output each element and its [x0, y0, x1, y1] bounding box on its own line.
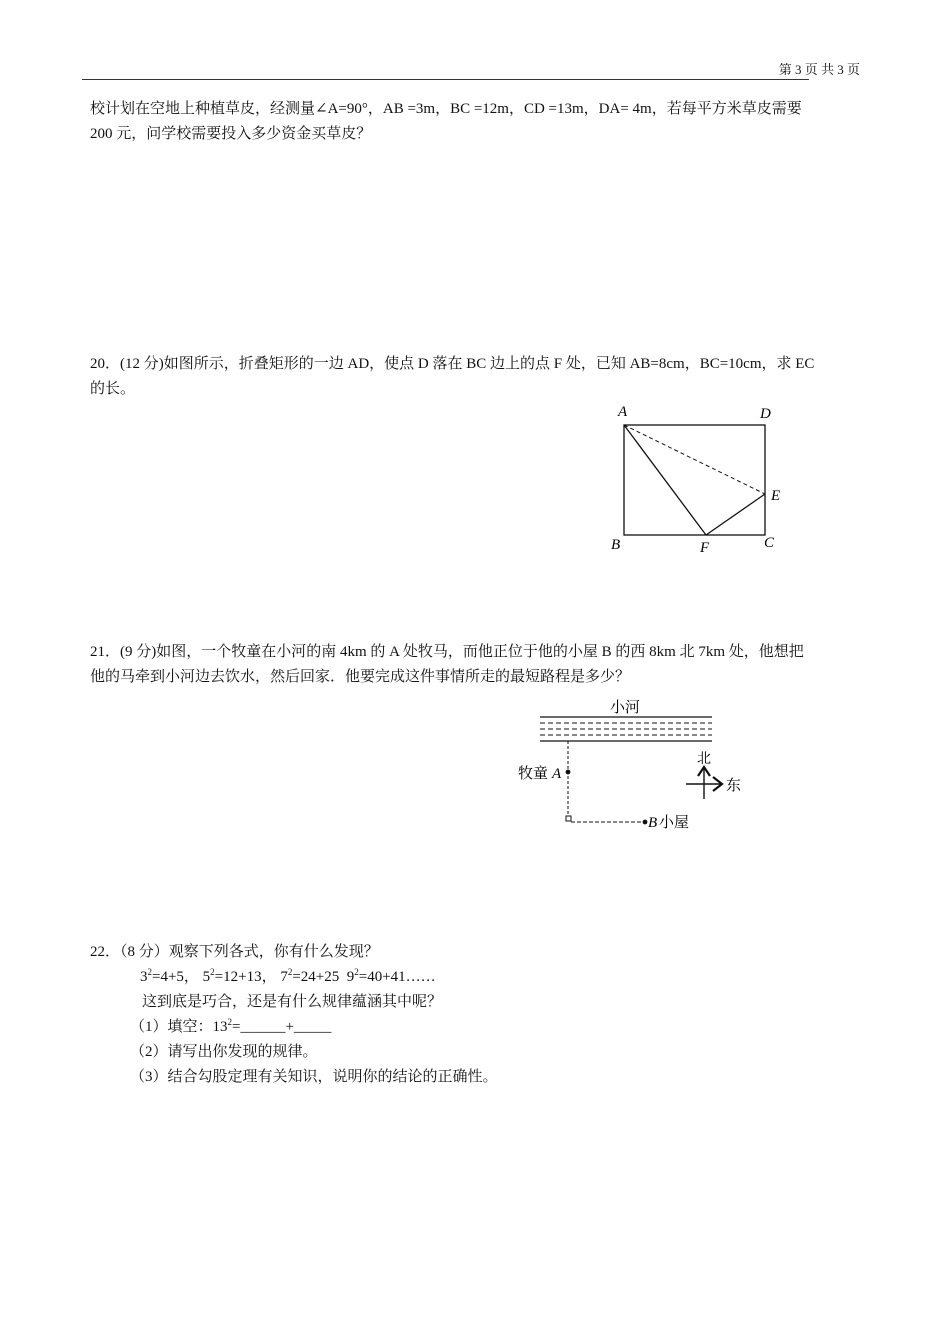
- label-point-b: B: [648, 815, 658, 831]
- q19-line1: 校计划在空地上种植草皮，经测量∠A=90°，AB =3m，BC =12m，CD =13m，DA= 4m，若每平方米草皮需要: [90, 101, 802, 117]
- label-b: B: [611, 537, 621, 553]
- segment-fe: [706, 494, 765, 535]
- q22-question: 这到底是巧合，还是有什么规律蕴涵其中呢？: [142, 994, 443, 1010]
- eq-3: $7^2=24+25$: [280, 967, 340, 985]
- eq-2: $5^2=12+13$，: [202, 967, 277, 985]
- label-herder: 牧童: [518, 766, 549, 782]
- label-e: E: [771, 488, 781, 504]
- q19-line2: 200 元，问学校需要投入多少资金买草皮？: [90, 126, 372, 142]
- q20-line2: 的长。: [90, 381, 136, 397]
- point-b: [643, 820, 648, 825]
- rectangle-fold-figure: [600, 398, 800, 563]
- compass-north: 北: [697, 752, 711, 767]
- river-herder-figure: [510, 695, 760, 835]
- q22-sub1: （1）填空：$13^2=\_\_\_\_\_\_+\_\_\_\_\_$: [130, 1017, 332, 1035]
- label-point-a: A: [552, 766, 562, 782]
- question-20: [90, 352, 860, 402]
- label-hut: 小屋: [659, 815, 690, 831]
- q20-line1: 20．(12 分)如图所示，折叠矩形的一边 AD，使点 D 落在 BC 边上的点 F 处，已知 AB=8cm，BC=10cm，求 EC: [90, 356, 815, 372]
- label-c: C: [764, 535, 775, 551]
- compass-east: 东: [726, 778, 742, 794]
- label-river: 小河: [610, 700, 641, 716]
- q22-equations: [140, 965, 436, 986]
- segment-ae-dashed: [624, 425, 765, 494]
- point-a: [566, 770, 571, 775]
- q21-line2: 他的马牵到小河边去饮水，然后回家．他要完成这件事情所走的最短路程是多少？: [90, 669, 631, 685]
- label-d: D: [760, 406, 771, 422]
- page-number: 第 3 页 共 3 页: [778, 62, 860, 77]
- eq-4: $9^2=40+41\dots\dots$: [346, 967, 436, 985]
- right-angle-mark: [566, 816, 571, 821]
- q22-intro: 22．（8 分）观察下列各式，你有什么发现？: [90, 944, 379, 960]
- question-21: [90, 640, 860, 690]
- question-19: [90, 97, 860, 147]
- label-f: F: [700, 540, 710, 556]
- segment-af: [624, 425, 706, 535]
- q22-sub2: （2）请写出你发现的规律。: [130, 1044, 318, 1060]
- label-a: A: [618, 404, 628, 420]
- q22-sub3: （3）结合勾股定理有关知识，说明你的结论的正确性。: [130, 1069, 498, 1085]
- q21-line1: 21．(9 分)如图，一个牧童在小河的南 4km 的 A 处牧马，而他正位于他的小屋 B 的西 8km 北 7km 处，他想把: [90, 644, 804, 660]
- header-rule: [82, 79, 809, 80]
- eq-1: $3^2=4+5$，: [140, 967, 199, 985]
